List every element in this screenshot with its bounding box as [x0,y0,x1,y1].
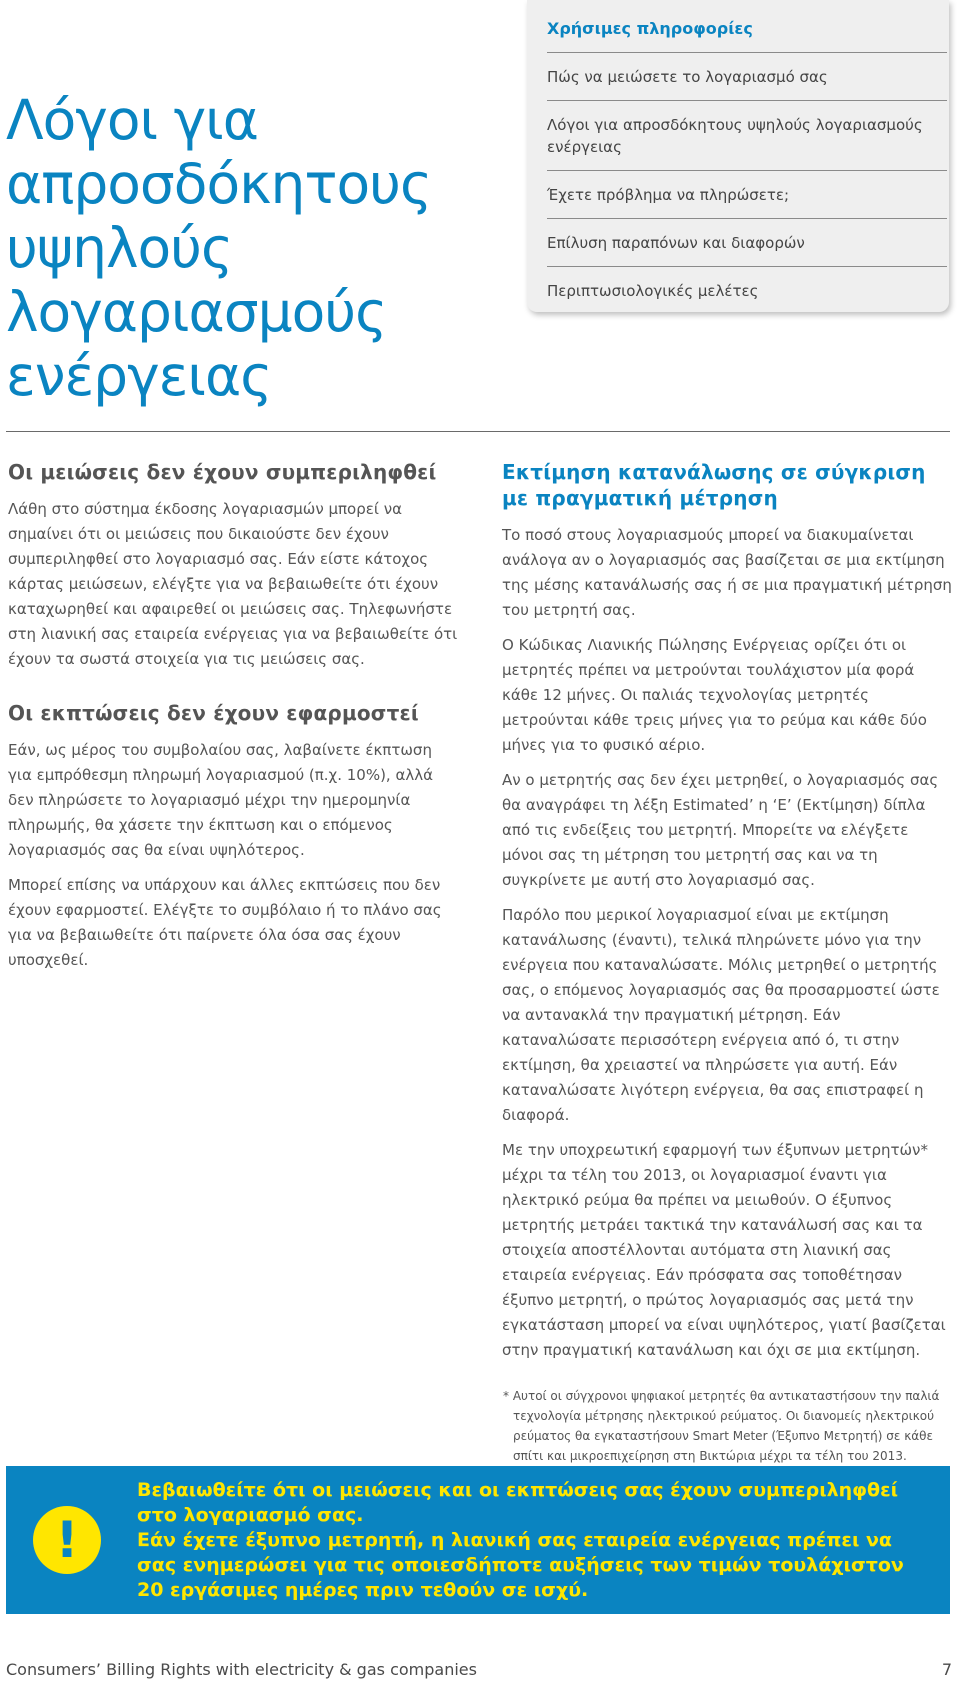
page-title-line: υψηλούς [6,216,233,280]
discounts-heading: Οι εκπτώσεις δεν έχουν εφαρμοστεί [8,701,419,725]
concessions-heading: Οι μειώσεις δεν έχουν συμπεριληφθεί [8,460,437,484]
useful-info-list [547,52,947,314]
estimate-paragraph-3: Αν ο μετρητής σας δεν έχει μετρηθεί, ο λογαριασμός σας θα αναγράφει τη λέξη Estimated’ η ‘E’ (Εκτίμηση) δίπλα από τις ενδείξεις του μετρητή. Μπορείτε να ελέγξετε μόνοι σας τη μέτρηση του μετρητή σας και να τη συγκρίνετε με αυτή στο λογαριασμό σας. [502,771,939,889]
discounts-paragraph-2: Μπορεί επίσης να υπάρχουν και άλλες εκπτώσεις που δεν έχουν εφαρμοστεί. Ελέγξτε το συμβόλαιο ή το πλάνο σας για να βεβαιωθείτε ότι παίρνετε όλα όσα σας έχουν υποσχεθεί. [8,876,442,969]
estimate-paragraph-1: Το ποσό στους λογαριασμούς μπορεί να διακυμαίνεται ανάλογα αν ο λογαριασμός σας βασίζεται σε μια εκτίμηση της μέσης κατανάλωσής σας ή σε μια πραγματική μέτρηση του μετρητή σας. [502,526,952,619]
section-divider [6,431,950,432]
page-title-line: απροσδόκητους [6,152,432,216]
discounts-paragraph-1: Εάν, ως μέρος του συμβολαίου σας, λαβαίνετε έκπτωση για εμπρόθεσμη πληρωμή λογαριασμού (π.χ. 10%), αλλά δεν πληρώσετε το λογαριασμό μέχρι την ημερομηνία πληρωμής, θα χάσετε την έκπτωση και ο επόμενος λογαριασμός σας θα είναι υψηλότερος. [8,741,434,859]
page-title-line: ενέργειας [6,344,272,408]
estimate-heading: Εκτίμηση κατανάλωσης σε σύγκριση με πραγματική μέτρηση [502,460,926,510]
info-link-high-bills[interactable]: Λόγοι για απροσδόκητους υψηλούς λογαριασμούς ενέργειας [547,100,947,170]
estimate-paragraph-4: Παρόλο που μερικοί λογαριασμοί είναι με εκτίμηση κατανάλωσης (έναντι), τελικά πληρώνετε μόνο για την ενέργεια που καταναλώσατε. Μόλις μετρηθεί ο μετρητής σας, ο επόμενος λογαριασμός σας θα προσαρμοστεί ώστε να αντανακλά την πραγματική μέτρηση. Εάν καταναλώσατε περισσότερη ενέργεια από ό, τι στην εκτίμηση, θα χρειαστεί να πληρώσετε για αυτή. Εάν καταναλώσατε λιγότερη ενέργεια, θα σας επιστραφεί η διαφορά. [502,906,940,1124]
info-link-case-studies[interactable]: Περιπτωσιολογικές μελέτες [547,266,947,314]
useful-info-panel [527,0,949,312]
page-title [6,88,476,408]
smart-meter-footnote: * Αυτοί οι σύγχρονοι ψηφιακοί μετρητές θα αντικαταστήσουν την παλιά τεχνολογία μέτρησης ηλεκτρικού ρεύματος. Οι διανομείς ηλεκτρικού ρεύματος θα εγκαταστήσουν Smart Meter (Έξυπνο Μετρητή) σε κάθε σπίτι και μικροεπιχείρηση στη Βικτώρια μέχρι τα τέλη του 2013. [503,1389,940,1463]
callout-line-1: Βεβαιωθείτε ότι οι μειώσεις και οι εκπτώσεις σας έχουν συμπεριληφθεί στο λογαριασμό σας. [137,1479,899,1526]
page-title-line: Λόγοι για [6,88,258,152]
estimate-paragraph-2: Ο Κώδικας Λιανικής Πώλησης Ενέργειας ορίζει ότι οι μετρητές πρέπει να μετρούνται τουλάχιστον μία φορά κάθε 12 μήνες. Οι παλιάς τεχνολογίας μετρητές μετρούνται κάθε τρεις μήνες για το ρεύμα και κάθε δύο μήνες για το φυσικό αέριο. [502,636,927,754]
callout-line-2: Εάν έχετε έξυπνο μετρητή, η λιανική σας εταιρεία ενέργειας πρέπει να σας ενημερώσει για τις οποιεσδήποτε αυξήσεις των τιμών τουλάχιστον 20 εργάσιμες ημέρες πριν τεθούν σε ισχύ. [137,1529,904,1601]
important-callout [6,1466,950,1614]
exclamation-icon [33,1506,101,1574]
useful-info-heading: Χρήσιμες πληροφορίες [547,19,753,38]
footer-title: Consumers’ Billing Rights with electricity & gas companies [6,1660,477,1679]
page-title-line: λογαριασμούς [6,280,387,344]
callout-text [137,1478,927,1603]
page-number: 7 [941,1660,952,1679]
info-link-reduce-bill[interactable]: Πώς να μειώσετε το λογαριασμό σας [547,52,947,100]
info-link-complaints[interactable]: Επίλυση παραπόνων και διαφορών [547,218,947,266]
right-column [502,459,952,1363]
estimate-paragraph-5: Με την υποχρεωτική εφαρμογή των έξυπνων μετρητών* μέχρι τα τέλη του 2013, οι λογαριασμοί έναντι για ηλεκτρικό ρεύμα θα πρέπει να μειωθούν. Ο έξυπνος μετρητής μετράει τακτικά την κατανάλωσή σας και τα στοιχεία αποστέλλονται αυτόματα στη λιανική σας εταιρεία ενέργειας. Εάν πρόσφατα σας τοποθέτησαν έξυπνο μετρητή, ο πρώτος λογαριασμός σας μετά την εγκατάσταση μπορεί να είναι υψηλότερος, γιατί βασίζεται στην πραγματική κατανάλωση και όχι σε μια εκτίμηση. [502,1141,946,1359]
left-column [8,459,458,973]
concessions-paragraph: Λάθη στο σύστημα έκδοσης λογαριασμών μπορεί να σημαίνει ότι οι μειώσεις που δικαιούστε δεν έχουν συμπεριληφθεί στο λογαριασμό σας. Εάν είστε κάτοχος κάρτας μειώσεων, ελέγξτε για να βεβαιωθείτε ότι έχουν καταχωρηθεί και αφαιρεθεί οι μειώσεις σας. Τηλεφωνήστε στη λιανική σας εταιρεία ενέργειας για να βεβαιωθείτε ότι έχουν τα σωστά στοιχεία για τις μειώσεις σας. [8,500,458,668]
info-link-trouble-paying[interactable]: Έχετε πρόβλημα να πληρώσετε; [547,170,947,218]
exclamation-glyph: ! [55,1511,79,1569]
